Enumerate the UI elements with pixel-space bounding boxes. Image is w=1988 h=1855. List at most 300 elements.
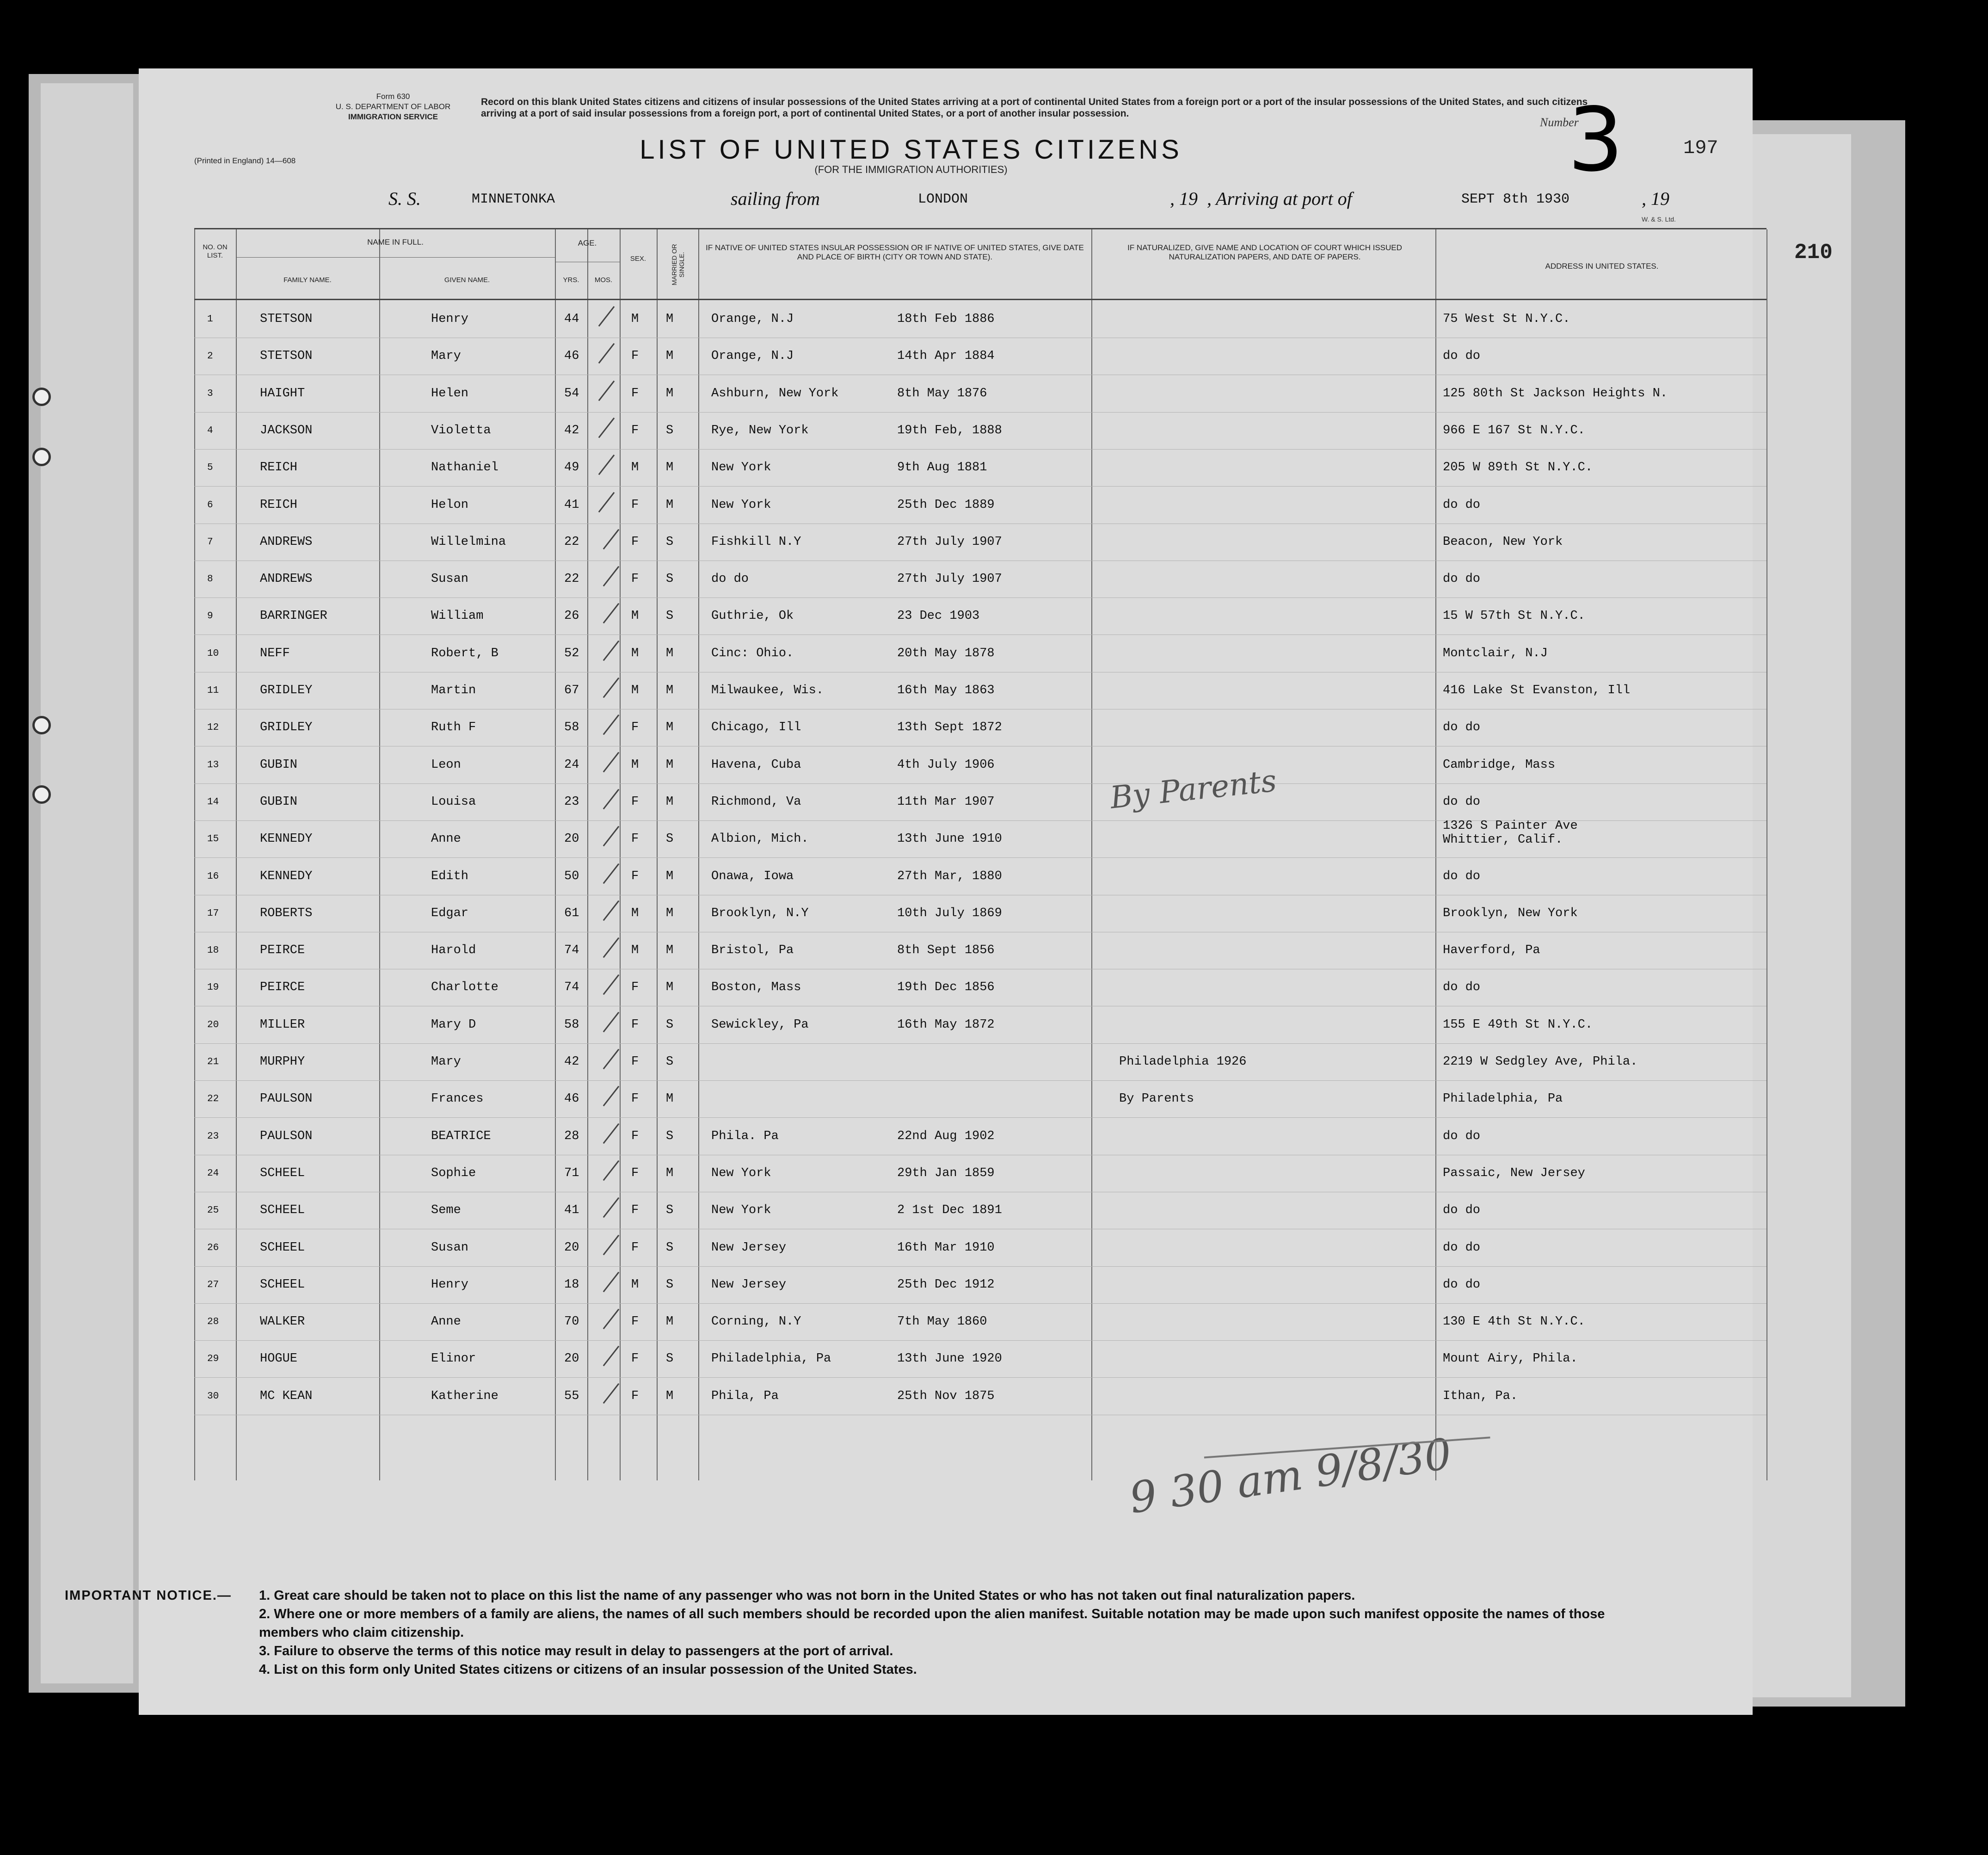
table-row — [194, 1378, 1766, 1415]
cell-given: Helon — [431, 498, 469, 512]
cell-address: 75 West St N.Y.C. — [1443, 312, 1570, 326]
cell-ms: M — [666, 906, 674, 920]
cell-given: Helen — [431, 386, 469, 401]
cell-sex: F — [631, 1092, 639, 1106]
cell-birth-place: Brooklyn, N.Y — [711, 906, 809, 920]
table-row — [194, 524, 1766, 561]
cell-no: 7 — [207, 536, 213, 548]
cell-birth-place: New York — [711, 498, 771, 512]
cell-ms: S — [666, 535, 674, 549]
cell-family: REICH — [260, 461, 298, 475]
check-mark-icon — [603, 529, 620, 549]
notice-item-2: 2. Where one or more members of a family are aliens, the names of all such members should be recorded upon the alien manifest. Suitable notation may be made upon such manifest opposite the names of those members who claim citizenship. — [259, 1607, 1605, 1640]
cell-family: STETSON — [260, 349, 313, 364]
cell-family: BARRINGER — [260, 609, 327, 623]
cell-family: PEIRCE — [260, 980, 305, 995]
check-mark-icon — [603, 1383, 620, 1403]
cell-no: 1 — [207, 314, 213, 325]
cell-sex: F — [631, 980, 639, 995]
cell-sex: M — [631, 1277, 639, 1292]
cell-sex: F — [631, 1017, 639, 1032]
cell-address: Haverford, Pa — [1443, 943, 1540, 958]
check-mark-icon — [598, 455, 615, 475]
table-row — [194, 969, 1766, 1006]
cell-age: 20 — [564, 832, 579, 846]
cell-address: do do — [1443, 1277, 1481, 1292]
check-mark-icon — [598, 306, 615, 327]
cell-address: Mount Airy, Phila. — [1443, 1352, 1578, 1366]
cell-birth-place: Sewickley, Pa — [711, 1017, 809, 1032]
cell-ms: S — [666, 609, 674, 623]
cell-ms: S — [666, 1017, 674, 1032]
cell-family: REICH — [260, 498, 298, 512]
cell-age: 28 — [564, 1129, 579, 1143]
manifest-page — [139, 68, 1753, 1715]
cell-given: Willelmina — [431, 535, 506, 549]
cell-address: 966 E 167 St N.Y.C. — [1443, 423, 1585, 438]
cell-sex: F — [631, 721, 639, 735]
cell-address: Beacon, New York — [1443, 535, 1563, 549]
check-mark-icon — [603, 715, 620, 735]
cell-age: 41 — [564, 1203, 579, 1218]
cell-given: Violetta — [431, 423, 491, 438]
cell-ms: M — [666, 795, 674, 809]
service-name: IMMIGRATION SERVICE — [348, 112, 438, 121]
table-row — [194, 561, 1766, 598]
cell-age: 22 — [564, 572, 579, 586]
cell-no: 28 — [207, 1317, 219, 1328]
notice-item-3: 3. Failure to observe the terms of this notice may result in delay to passengers at the port of arrival. — [259, 1644, 893, 1658]
cell-naturalization: Philadelphia 1926 — [1119, 1055, 1247, 1069]
cell-birth-date: 8th May 1876 — [897, 386, 987, 401]
cell-sex: F — [631, 1352, 639, 1366]
table-row — [194, 598, 1766, 635]
cell-sex: F — [631, 832, 639, 846]
table-row — [194, 784, 1766, 821]
check-mark-icon — [603, 1272, 620, 1292]
cell-family: KENNEDY — [260, 832, 313, 846]
cell-address-line-2: Whittier, Calif. — [1443, 833, 1563, 847]
cell-birth-date: 13th June 1910 — [897, 832, 1002, 846]
header-address: ADDRESS IN UNITED STATES. — [1545, 262, 1659, 271]
cell-family: MURPHY — [260, 1055, 305, 1069]
cell-ms: M — [666, 498, 674, 512]
passenger-table — [194, 228, 1766, 1480]
punch-hole-icon — [32, 448, 51, 466]
cell-family: SCHEEL — [260, 1203, 305, 1218]
cell-sex: F — [631, 1240, 639, 1255]
header-married-single: MARRIED OR SINGLE. — [671, 244, 685, 285]
cell-ms: M — [666, 386, 674, 401]
cell-age: 41 — [564, 498, 579, 512]
department-name: U. S. DEPARTMENT OF LABOR — [335, 102, 451, 111]
cell-birth-place: New York — [711, 1166, 771, 1180]
cell-ms: M — [666, 684, 674, 697]
check-mark-icon — [603, 1197, 620, 1218]
cell-sex: F — [631, 1315, 639, 1329]
cell-age: 18 — [564, 1277, 579, 1292]
cell-no: 2 — [207, 351, 213, 362]
table-row — [194, 338, 1766, 375]
cell-given: Seme — [431, 1203, 461, 1218]
cell-no: 25 — [207, 1205, 219, 1216]
cell-address: do do — [1443, 498, 1481, 512]
cell-ms: M — [666, 980, 674, 995]
cell-family: MILLER — [260, 1017, 305, 1032]
notice-item-4: 4. List on this form only United States citizens or citizens of an insular possession of the United States. — [259, 1662, 917, 1677]
cell-age: 67 — [564, 684, 579, 697]
cell-birth-place: New Jersey — [711, 1240, 787, 1255]
cell-sex: F — [631, 1203, 639, 1218]
cell-birth-place: Richmond, Va — [711, 795, 801, 809]
binder-strip-inner — [41, 83, 133, 1683]
cell-no: 29 — [207, 1354, 219, 1365]
cell-address: do do — [1443, 1203, 1481, 1218]
cell-family: JACKSON — [260, 423, 313, 438]
cell-sex: F — [631, 423, 639, 438]
check-mark-icon — [598, 343, 615, 364]
cell-no: 23 — [207, 1131, 219, 1142]
check-mark-icon — [598, 418, 615, 438]
cell-age: 50 — [564, 869, 579, 883]
port-from: LONDON — [918, 191, 968, 207]
cell-sex: F — [631, 349, 639, 364]
cell-birth-date: 7th May 1860 — [897, 1315, 987, 1329]
table-row — [194, 1155, 1766, 1192]
page-number: 197 — [1683, 137, 1718, 159]
notice-item-1: 1. Great care should be taken not to place on this list the name of any passenger who was not born in the United States or who has not taken out final naturalization papers. — [259, 1588, 1355, 1603]
cell-no: 27 — [207, 1279, 219, 1290]
cell-birth-place: Fishkill N.Y — [711, 535, 801, 549]
cell-family: GRIDLEY — [260, 721, 313, 735]
cell-no: 8 — [207, 574, 213, 585]
cell-address: 15 W 57th St N.Y.C. — [1443, 609, 1585, 623]
cell-age: 61 — [564, 906, 579, 920]
printed-note: (Printed in England) 14—608 — [194, 156, 296, 165]
header-years: YRS. — [563, 276, 579, 284]
check-mark-icon — [603, 1309, 620, 1329]
check-mark-icon — [603, 1011, 620, 1032]
check-mark-icon — [603, 1086, 620, 1106]
table-row — [194, 301, 1766, 338]
marginal-number: 210 — [1794, 240, 1833, 265]
cell-ms: M — [666, 758, 674, 772]
check-mark-icon — [603, 826, 620, 846]
cell-family: ANDREWS — [260, 572, 313, 586]
cell-given: Louisa — [431, 795, 476, 809]
cell-ms: S — [666, 572, 674, 586]
ship-name: MINNETONKA — [472, 191, 555, 207]
cell-ms: M — [666, 943, 674, 958]
cell-no: 14 — [207, 796, 219, 807]
cell-age: 74 — [564, 980, 579, 995]
cell-no: 12 — [207, 722, 219, 733]
cell-family: NEFF — [260, 646, 290, 660]
cell-age: 58 — [564, 721, 579, 735]
check-mark-icon — [598, 380, 615, 401]
table-row — [194, 821, 1766, 858]
year-label-1: , 19 — [1170, 188, 1198, 209]
header-sex: SEX. — [630, 255, 646, 263]
cell-birth-date: 2 1st Dec 1891 — [897, 1203, 1002, 1218]
intro-instructions: Record on this blank United States citizens and citizens of insular possessions of the United States arriving at a port of continental United States from a foreign port or a port of the insular possessions of the United States, and such citizens arriving at a port of said insular possessions from a foreign port, a port of continental United States, or a port of another insular possession. — [481, 97, 1588, 119]
page-subtitle: (FOR THE IMMIGRATION AUTHORITIES) — [814, 164, 1008, 175]
cell-ms: S — [666, 1129, 674, 1143]
cell-given: Charlotte — [431, 980, 499, 995]
cell-family: SCHEEL — [260, 1277, 305, 1292]
cell-ms: M — [666, 646, 674, 660]
cell-sex: M — [631, 646, 639, 660]
cell-birth-date: 13th Sept 1872 — [897, 721, 1002, 735]
cell-birth-date: 25th Dec 1889 — [897, 498, 995, 512]
cell-birth-place: Guthrie, Ok — [711, 609, 794, 623]
cell-birth-place: New York — [711, 461, 771, 475]
check-mark-icon — [603, 789, 620, 809]
cell-age: 55 — [564, 1389, 579, 1403]
cell-given: Mary D — [431, 1017, 476, 1032]
cell-given: Anne — [431, 1315, 461, 1329]
cell-family: PEIRCE — [260, 943, 305, 958]
cell-ms: S — [666, 1055, 674, 1069]
cell-family: GUBIN — [260, 795, 298, 809]
check-mark-icon — [603, 603, 620, 623]
cell-ms: S — [666, 1203, 674, 1218]
cell-address: Cambridge, Mass — [1443, 758, 1556, 772]
cell-age: 46 — [564, 349, 579, 364]
cell-naturalization: By Parents — [1119, 1092, 1194, 1106]
cell-address: 125 80th St Jackson Heights N. — [1443, 386, 1668, 401]
cell-given: Anne — [431, 832, 461, 846]
check-mark-icon — [603, 566, 620, 586]
table-row — [194, 1118, 1766, 1155]
cell-no: 20 — [207, 1019, 219, 1030]
table-row — [194, 1267, 1766, 1304]
cell-given: Edgar — [431, 906, 469, 920]
cell-age: 49 — [564, 461, 579, 475]
cell-sex: F — [631, 795, 639, 809]
cell-address: 416 Lake St Evanston, Ill — [1443, 684, 1631, 697]
cell-no: 10 — [207, 648, 219, 659]
cell-sex: F — [631, 535, 639, 549]
header-given-name: GIVEN NAME. — [444, 276, 490, 284]
cell-no: 3 — [207, 388, 213, 399]
cell-no: 11 — [207, 685, 219, 696]
cell-family: GRIDLEY — [260, 684, 313, 697]
cell-birth-place: do do — [711, 572, 749, 586]
cell-no: 6 — [207, 499, 213, 511]
cell-no: 21 — [207, 1057, 219, 1067]
table-row — [194, 1081, 1766, 1118]
cell-birth-date: 14th Apr 1884 — [897, 349, 995, 364]
cell-no: 5 — [207, 462, 213, 474]
check-mark-icon — [603, 1123, 620, 1143]
cell-address: do do — [1443, 721, 1481, 735]
cell-family: SCHEEL — [260, 1166, 305, 1180]
cell-ms: M — [666, 349, 674, 364]
table-row — [194, 932, 1766, 969]
cell-family: KENNEDY — [260, 869, 313, 883]
table-row — [194, 672, 1766, 709]
cell-no: 22 — [207, 1094, 219, 1105]
cell-sex: M — [631, 684, 639, 697]
cell-address: do do — [1443, 980, 1481, 995]
table-row — [194, 1304, 1766, 1341]
cell-ms: S — [666, 832, 674, 846]
cell-given: Henry — [431, 312, 469, 326]
cell-birth-place: Philadelphia, Pa — [711, 1352, 831, 1366]
cell-age: 42 — [564, 1055, 579, 1069]
cell-given: Harold — [431, 943, 476, 958]
table-row — [194, 858, 1766, 895]
cell-family: ROBERTS — [260, 906, 313, 920]
cell-birth-date: 27th Mar, 1880 — [897, 869, 1002, 883]
cell-given: Frances — [431, 1092, 484, 1106]
cell-birth-date: 19th Dec 1856 — [897, 980, 995, 995]
check-mark-icon — [603, 678, 620, 698]
cell-birth-date: 20th May 1878 — [897, 646, 995, 660]
cell-age: 42 — [564, 423, 579, 438]
cell-birth-place: Havena, Cuba — [711, 758, 801, 772]
cell-birth-date: 29th Jan 1859 — [897, 1166, 995, 1180]
cell-sex: F — [631, 1389, 639, 1403]
cell-birth-date: 25th Nov 1875 — [897, 1389, 995, 1403]
arrival-date: SEPT 8th 1930 — [1461, 191, 1570, 207]
cell-birth-place: Milwaukee, Wis. — [711, 684, 824, 697]
table-row — [194, 487, 1766, 524]
cell-age: 74 — [564, 943, 579, 958]
cell-sex: F — [631, 572, 639, 586]
ss-label: S. S. — [388, 188, 421, 209]
cell-no: 19 — [207, 982, 219, 993]
cell-age: 71 — [564, 1166, 579, 1180]
cell-given: Martin — [431, 684, 476, 697]
year-label-2: , 19 — [1642, 188, 1669, 209]
cell-birth-place: Onawa, Iowa — [711, 869, 794, 883]
form-number: Form 630 — [376, 92, 410, 101]
cell-age: 22 — [564, 535, 579, 549]
cell-sex: F — [631, 869, 639, 883]
number-label: Number — [1540, 116, 1579, 129]
cell-no: 16 — [207, 871, 219, 882]
cell-sex: F — [631, 1055, 639, 1069]
by-parents-note: By Parents — [1108, 763, 1279, 816]
cell-family: SCHEEL — [260, 1240, 305, 1255]
cell-address: do do — [1443, 572, 1481, 586]
cell-sex: F — [631, 386, 639, 401]
check-mark-icon — [603, 1160, 620, 1181]
cell-family: HOGUE — [260, 1352, 298, 1366]
cell-birth-date: 16th May 1863 — [897, 684, 995, 697]
cell-birth-place: Phila. Pa — [711, 1129, 779, 1143]
cell-birth-place: Chicago, Ill — [711, 721, 801, 735]
table-row — [194, 895, 1766, 932]
cell-birth-place: Rye, New York — [711, 423, 809, 438]
cell-birth-place: Boston, Mass — [711, 980, 801, 995]
cell-given: Henry — [431, 1277, 469, 1292]
check-mark-icon — [603, 752, 620, 772]
cell-given: Leon — [431, 758, 461, 772]
cell-ms: S — [666, 1277, 674, 1292]
cell-age: 26 — [564, 609, 579, 623]
cell-birth-date: 9th Aug 1881 — [897, 461, 987, 475]
table-row — [194, 1192, 1766, 1229]
cell-address: 205 W 89th St N.Y.C. — [1443, 461, 1593, 475]
cell-given: Ruth F — [431, 721, 476, 735]
cell-ms: M — [666, 1166, 674, 1180]
cell-sex: M — [631, 943, 639, 958]
cell-ms: S — [666, 1240, 674, 1255]
table-row — [194, 1044, 1766, 1081]
cell-no: 18 — [207, 945, 219, 956]
cell-birth-date: 8th Sept 1856 — [897, 943, 995, 958]
cell-address: 155 E 49th St N.Y.C. — [1443, 1017, 1593, 1032]
header-naturalization: IF NATURALIZED, GIVE NAME AND LOCATION OF COURT WHICH ISSUED NATURALIZATION PAPERS, AND DATE OF PAPERS. — [1127, 243, 1402, 261]
cell-address: Ithan, Pa. — [1443, 1389, 1518, 1403]
cell-birth-place: Albion, Mich. — [711, 832, 809, 846]
table-row — [194, 413, 1766, 450]
check-mark-icon — [603, 974, 620, 995]
arriving-label: , Arriving at port of — [1207, 188, 1352, 209]
cell-given: Sophie — [431, 1166, 476, 1180]
cell-age: 20 — [564, 1240, 579, 1255]
cell-address: Philadelphia, Pa — [1443, 1092, 1563, 1106]
sailing-label: sailing from — [731, 188, 820, 209]
cell-birth-date: 23 Dec 1903 — [897, 609, 980, 623]
cell-no: 13 — [207, 759, 219, 770]
cell-no: 4 — [207, 425, 213, 436]
cell-sex: M — [631, 312, 639, 326]
table-row — [194, 1230, 1766, 1267]
notice-label: IMPORTANT NOTICE.— — [65, 1588, 232, 1603]
cell-given: Elinor — [431, 1352, 476, 1366]
punch-hole-icon — [32, 388, 51, 406]
cell-age: 20 — [564, 1352, 579, 1366]
cell-no: 30 — [207, 1391, 219, 1402]
check-mark-icon — [603, 1346, 620, 1366]
cell-given: BEATRICE — [431, 1129, 491, 1143]
cell-birth-date: 25th Dec 1912 — [897, 1277, 995, 1292]
cell-given: Susan — [431, 1240, 469, 1255]
cell-no: 26 — [207, 1242, 219, 1253]
cell-given: Nathaniel — [431, 461, 499, 475]
cell-given: William — [431, 609, 484, 623]
cell-age: 23 — [564, 795, 579, 809]
cell-birth-place: Bristol, Pa — [711, 943, 794, 958]
cell-sex: M — [631, 906, 639, 920]
table-row — [194, 635, 1766, 672]
cell-given: Susan — [431, 572, 469, 586]
cell-sex: M — [631, 758, 639, 772]
list-number: 3 — [1568, 89, 1624, 191]
check-mark-icon — [603, 640, 620, 660]
form-header — [273, 92, 513, 122]
punch-hole-icon — [32, 716, 51, 734]
cell-age: 70 — [564, 1315, 579, 1329]
cell-ms: S — [666, 423, 674, 438]
cell-family: ANDREWS — [260, 535, 313, 549]
header-name-in-full: NAME IN FULL. — [367, 238, 424, 247]
cell-age: 54 — [564, 386, 579, 401]
cell-family: GUBIN — [260, 758, 298, 772]
cell-birth-place: New Jersey — [711, 1277, 787, 1292]
cell-address: Passaic, New Jersey — [1443, 1166, 1585, 1180]
cell-age: 44 — [564, 312, 579, 326]
cell-no: 9 — [207, 611, 213, 622]
cell-age: 24 — [564, 758, 579, 772]
cell-no: 17 — [207, 908, 219, 919]
cell-family: STETSON — [260, 312, 313, 326]
table-row — [194, 376, 1766, 413]
